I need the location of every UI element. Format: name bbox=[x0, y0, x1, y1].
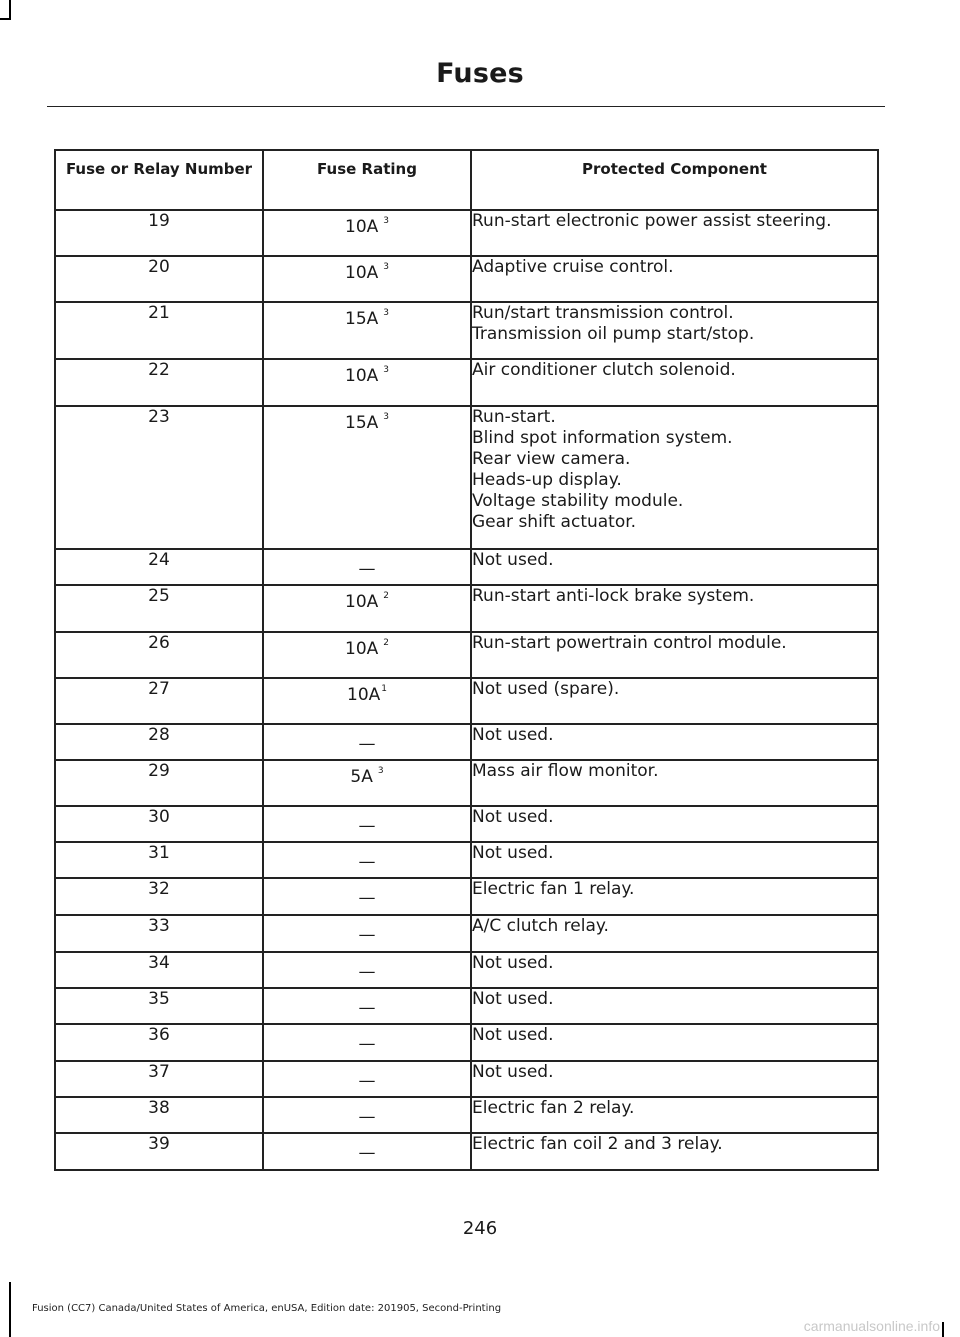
table-row bbox=[55, 915, 878, 952]
table-row bbox=[55, 988, 878, 1024]
fuse-number-cell: 22 bbox=[55, 359, 263, 406]
fuse-rating-cell bbox=[263, 359, 471, 406]
protected-component-cell bbox=[471, 302, 878, 359]
fuse-number-cell: 30 bbox=[55, 806, 263, 842]
fuse-rating-footnote: 2 bbox=[383, 591, 389, 601]
table-row bbox=[55, 1024, 878, 1061]
fuse-rating-footnote: 3 bbox=[377, 766, 384, 776]
fuse-number-cell: 24 bbox=[55, 549, 263, 585]
fuse-number-cell: 32 bbox=[55, 878, 263, 915]
fuse-number-cell: 35 bbox=[55, 988, 263, 1024]
protected-component-cell bbox=[471, 952, 878, 988]
fuse-rating-cell bbox=[263, 549, 471, 585]
fuse-number-cell: 33 bbox=[55, 915, 263, 952]
fuse-rating-footnote: 3 bbox=[383, 262, 389, 272]
protected-component-cell bbox=[471, 632, 878, 678]
protected-component-line: Not used. bbox=[472, 953, 554, 973]
table-row bbox=[55, 952, 878, 988]
fuse-rating-cell bbox=[263, 585, 471, 632]
protected-component-line: Run-start. bbox=[472, 407, 556, 427]
fuse-rating-value: 10A bbox=[345, 366, 379, 386]
fuse-number-cell: 19 bbox=[55, 210, 263, 256]
protected-component-cell bbox=[471, 988, 878, 1024]
fuse-rating-value: 10A bbox=[345, 217, 379, 237]
crop-mark-top-left bbox=[0, 18, 11, 20]
fuse-rating-value: 5A bbox=[350, 767, 373, 787]
protected-component-line: Not used. bbox=[472, 989, 554, 1009]
fuse-rating-value: — bbox=[358, 998, 376, 1018]
protected-component-cell bbox=[471, 842, 878, 878]
fuse-number-cell: 27 bbox=[55, 678, 263, 724]
fuse-rating-value: 15A bbox=[345, 413, 379, 433]
table-row bbox=[55, 406, 878, 549]
table-row bbox=[55, 760, 878, 806]
table-row bbox=[55, 1061, 878, 1097]
protected-component-line: Run/start transmission control. bbox=[472, 303, 734, 323]
fuse-number-cell: 37 bbox=[55, 1061, 263, 1097]
table-header-row bbox=[55, 150, 878, 210]
fuse-number-cell: 29 bbox=[55, 760, 263, 806]
protected-component-cell bbox=[471, 1097, 878, 1133]
protected-component-cell bbox=[471, 760, 878, 806]
fuse-rating-cell bbox=[263, 878, 471, 915]
protected-component-cell bbox=[471, 406, 878, 549]
protected-component-line: Run-start anti-lock brake system. bbox=[472, 586, 755, 606]
table-row bbox=[55, 256, 878, 302]
protected-component-cell bbox=[471, 1133, 878, 1170]
protected-component-line: Not used (spare). bbox=[472, 679, 620, 699]
table-row bbox=[55, 302, 878, 359]
fuse-rating-value: 10A bbox=[345, 592, 379, 612]
protected-component-line: A/C clutch relay. bbox=[472, 916, 609, 936]
protected-component-line: Not used. bbox=[472, 550, 554, 570]
crop-mark-bottom-left bbox=[9, 1282, 11, 1337]
fuse-number-cell: 34 bbox=[55, 952, 263, 988]
fuse-rating-footnote: 3 bbox=[383, 412, 389, 422]
fuse-number-cell: 23 bbox=[55, 406, 263, 549]
protected-component-line: Not used. bbox=[472, 843, 554, 863]
protected-component-cell bbox=[471, 1024, 878, 1061]
fuse-rating-value: 10A bbox=[345, 639, 379, 659]
header-fuse-number: Fuse or Relay Number bbox=[55, 150, 263, 210]
protected-component-cell bbox=[471, 806, 878, 842]
fuse-rating-footnote: 1 bbox=[381, 684, 387, 694]
protected-component-cell bbox=[471, 549, 878, 585]
fuse-rating-cell bbox=[263, 842, 471, 878]
protected-component-line: Not used. bbox=[472, 725, 554, 745]
protected-component-line: Transmission oil pump start/stop. bbox=[472, 324, 755, 344]
fuse-table-body bbox=[55, 210, 878, 1170]
fuse-rating-value: — bbox=[358, 559, 376, 579]
protected-component-line: Mass air flow monitor. bbox=[472, 761, 659, 781]
fuse-rating-cell bbox=[263, 256, 471, 302]
page-number: 246 bbox=[462, 1218, 498, 1239]
protected-component-cell bbox=[471, 724, 878, 760]
header-fuse-rating: Fuse Rating bbox=[263, 150, 471, 210]
fuse-rating-cell bbox=[263, 406, 471, 549]
title-divider bbox=[47, 106, 885, 107]
protected-component-line: Rear view camera. bbox=[472, 449, 631, 469]
table-row bbox=[55, 632, 878, 678]
table-row bbox=[55, 210, 878, 256]
protected-component-line: Adaptive cruise control. bbox=[472, 257, 674, 277]
fuse-number-cell: 20 bbox=[55, 256, 263, 302]
protected-component-cell bbox=[471, 878, 878, 915]
fuse-number-cell: 21 bbox=[55, 302, 263, 359]
fuse-rating-value: — bbox=[358, 888, 376, 908]
fuse-rating-cell bbox=[263, 988, 471, 1024]
protected-component-line: Gear shift actuator. bbox=[472, 512, 637, 532]
fuse-rating-value: 10A bbox=[347, 685, 381, 705]
protected-component-line: Electric fan 2 relay. bbox=[472, 1098, 635, 1118]
fuse-rating-value: — bbox=[358, 1143, 376, 1163]
fuse-rating-value: — bbox=[358, 1107, 376, 1127]
protected-component-line: Run-start electronic power assist steering. bbox=[472, 211, 832, 231]
protected-component-cell bbox=[471, 915, 878, 952]
fuse-number-cell: 25 bbox=[55, 585, 263, 632]
protected-component-cell bbox=[471, 359, 878, 406]
page-title: Fuses bbox=[436, 58, 524, 89]
fuse-rating-value: 15A bbox=[345, 309, 379, 329]
fuse-rating-cell bbox=[263, 760, 471, 806]
crop-mark-bottom-right bbox=[942, 1322, 944, 1337]
protected-component-line: Heads-up display. bbox=[472, 470, 622, 490]
fuse-number-cell: 31 bbox=[55, 842, 263, 878]
fuse-number-cell: 38 bbox=[55, 1097, 263, 1133]
protected-component-line: Voltage stability module. bbox=[472, 491, 684, 511]
fuse-rating-footnote: 3 bbox=[383, 365, 389, 375]
protected-component-cell bbox=[471, 678, 878, 724]
fuse-rating-cell bbox=[263, 678, 471, 724]
fuse-rating-cell bbox=[263, 1024, 471, 1061]
fuse-rating-value: — bbox=[358, 734, 376, 754]
table-row bbox=[55, 359, 878, 406]
fuse-rating-cell bbox=[263, 806, 471, 842]
fuse-rating-cell bbox=[263, 1061, 471, 1097]
table-row bbox=[55, 878, 878, 915]
fuse-number-cell: 26 bbox=[55, 632, 263, 678]
fuse-rating-cell bbox=[263, 632, 471, 678]
protected-component-line: Run-start powertrain control module. bbox=[472, 633, 787, 653]
table-row bbox=[55, 1133, 878, 1170]
protected-component-line: Not used. bbox=[472, 1062, 554, 1082]
fuse-rating-value: 10A bbox=[345, 263, 379, 283]
table-row bbox=[55, 842, 878, 878]
fuse-rating-footnote: 2 bbox=[383, 638, 389, 648]
header-protected-component: Protected Component bbox=[471, 150, 878, 210]
fuse-rating-cell bbox=[263, 1133, 471, 1170]
protected-component-cell bbox=[471, 210, 878, 256]
protected-component-line: Electric fan 1 relay. bbox=[472, 879, 635, 899]
table-row bbox=[55, 549, 878, 585]
table-row bbox=[55, 585, 878, 632]
protected-component-cell bbox=[471, 1061, 878, 1097]
table-row bbox=[55, 724, 878, 760]
fuse-rating-cell bbox=[263, 952, 471, 988]
fuse-number-cell: 36 bbox=[55, 1024, 263, 1061]
protected-component-line: Air conditioner clutch solenoid. bbox=[472, 360, 736, 380]
fuse-rating-cell bbox=[263, 724, 471, 760]
table-row bbox=[55, 678, 878, 724]
protected-component-cell bbox=[471, 585, 878, 632]
fuse-rating-value: — bbox=[358, 925, 376, 945]
fuse-rating-cell bbox=[263, 1097, 471, 1133]
table-row bbox=[55, 1097, 878, 1133]
crop-mark-top-left bbox=[9, 0, 11, 20]
fuse-rating-value: — bbox=[358, 1034, 376, 1054]
protected-component-line: Not used. bbox=[472, 1025, 554, 1045]
protected-component-line: Blind spot information system. bbox=[472, 428, 733, 448]
table-row bbox=[55, 806, 878, 842]
fuse-number-cell: 39 bbox=[55, 1133, 263, 1170]
protected-component-line: Not used. bbox=[472, 807, 554, 827]
fuse-rating-value: — bbox=[358, 852, 376, 872]
fuse-table bbox=[54, 149, 879, 1171]
watermark: carmanualsonline.info bbox=[803, 1318, 940, 1334]
protected-component-cell bbox=[471, 256, 878, 302]
fuse-number-cell: 28 bbox=[55, 724, 263, 760]
fuse-rating-value: — bbox=[358, 962, 376, 982]
fuse-rating-value: — bbox=[358, 1071, 376, 1091]
fuse-rating-cell bbox=[263, 915, 471, 952]
footer-edition-text: Fusion (CC7) Canada/United States of America, enUSA, Edition date: 201905, Second-Printing bbox=[32, 1303, 502, 1314]
fuse-rating-cell bbox=[263, 302, 471, 359]
fuse-rating-footnote: 3 bbox=[383, 216, 389, 226]
fuse-rating-footnote: 3 bbox=[383, 308, 389, 318]
fuse-rating-value: — bbox=[358, 816, 376, 836]
fuse-rating-cell bbox=[263, 210, 471, 256]
protected-component-line: Electric fan coil 2 and 3 relay. bbox=[472, 1134, 723, 1154]
